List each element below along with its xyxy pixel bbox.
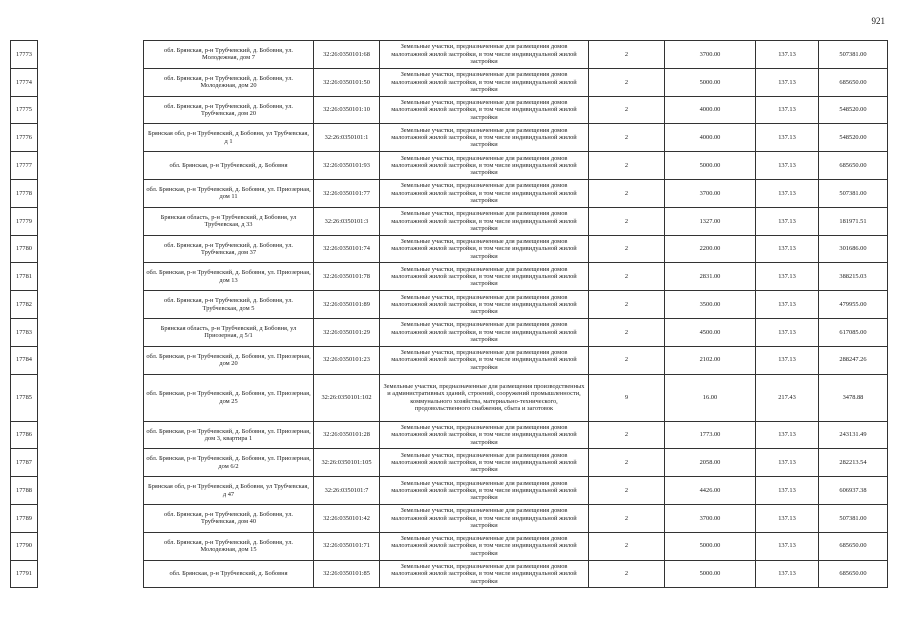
row-id: 17774 — [11, 68, 38, 96]
row-land-use-description: Земельные участки, предназначенные для размещения домов малоэтажной жилой застройки, в том числе индивидуальной жилой застройки — [380, 41, 589, 69]
row-area: 1773.00 — [665, 421, 756, 449]
row-id: 17781 — [11, 263, 38, 291]
row-cadastral-number: 32:26:0350101:93 — [314, 152, 380, 180]
row-cadastral-number: 32:26:0350101:1 — [314, 124, 380, 152]
row-cadastral-number: 32:26:0350101:85 — [314, 560, 380, 588]
row-land-use-description: Земельные участки, предназначенные для размещения домов малоэтажной жилой застройки, в том числе индивидуальной жилой застройки — [380, 124, 589, 152]
empty-cell — [38, 346, 144, 374]
row-id: 17778 — [11, 179, 38, 207]
row-area: 5000.00 — [665, 560, 756, 588]
row-id: 17779 — [11, 207, 38, 235]
row-cadastral-value: 606937.38 — [819, 477, 888, 505]
row-land-use-description: Земельные участки, предназначенные для размещения домов малоэтажной жилой застройки, в том числе индивидуальной жилой застройки — [380, 235, 589, 263]
row-category: 2 — [589, 68, 665, 96]
table-row — [11, 68, 888, 96]
row-rate: 137.13 — [756, 179, 819, 207]
row-land-use-description: Земельные участки, предназначенные для размещения домов малоэтажной жилой застройки, в том числе индивидуальной жилой застройки — [380, 263, 589, 291]
row-cadastral-number: 32:26:0350101:28 — [314, 421, 380, 449]
row-category: 2 — [589, 560, 665, 588]
empty-cell — [38, 560, 144, 588]
table-row — [11, 207, 888, 235]
row-rate: 137.13 — [756, 41, 819, 69]
row-id: 17780 — [11, 235, 38, 263]
empty-cell — [38, 374, 144, 421]
row-cadastral-value: 507381.00 — [819, 41, 888, 69]
row-area: 2102.00 — [665, 346, 756, 374]
row-area: 2831.00 — [665, 263, 756, 291]
empty-cell — [38, 263, 144, 291]
row-rate: 137.13 — [756, 560, 819, 588]
row-address: обл. Брянская, р-н Трубчевский, д. Бобовня, ул. Приозерная, дом 13 — [144, 263, 314, 291]
row-cadastral-number: 32:26:0350101:68 — [314, 41, 380, 69]
row-cadastral-value: 685650.00 — [819, 68, 888, 96]
row-area: 2058.00 — [665, 449, 756, 477]
row-category: 2 — [589, 124, 665, 152]
row-address: Брянская обл, р-н Трубчевский, д Бобовня, ул Трубчевская, д 1 — [144, 124, 314, 152]
row-id: 17787 — [11, 449, 38, 477]
row-cadastral-value: 548520.00 — [819, 96, 888, 124]
row-category: 2 — [589, 477, 665, 505]
row-rate: 137.13 — [756, 207, 819, 235]
table-row — [11, 263, 888, 291]
row-id: 17785 — [11, 374, 38, 421]
row-address: обл. Брянская, р-н Трубчевский, д. Бобовня, ул. Трубчевская, дом 40 — [144, 504, 314, 532]
row-rate: 137.13 — [756, 96, 819, 124]
empty-cell — [38, 207, 144, 235]
row-category: 2 — [589, 235, 665, 263]
row-category: 2 — [589, 291, 665, 319]
row-id: 17791 — [11, 560, 38, 588]
row-area: 3700.00 — [665, 179, 756, 207]
table-row — [11, 532, 888, 560]
row-cadastral-value: 685650.00 — [819, 560, 888, 588]
row-cadastral-value: 685650.00 — [819, 532, 888, 560]
row-area: 5000.00 — [665, 68, 756, 96]
row-area: 5000.00 — [665, 532, 756, 560]
row-id: 17790 — [11, 532, 38, 560]
table-row — [11, 41, 888, 69]
empty-cell — [38, 235, 144, 263]
row-land-use-description: Земельные участки, предназначенные для размещения домов малоэтажной жилой застройки, в том числе индивидуальной жилой застройки — [380, 291, 589, 319]
row-cadastral-number: 32:26:0350101:89 — [314, 291, 380, 319]
empty-cell — [38, 477, 144, 505]
row-category: 2 — [589, 449, 665, 477]
row-cadastral-number: 32:26:0350101:105 — [314, 449, 380, 477]
row-category: 2 — [589, 346, 665, 374]
row-land-use-description: Земельные участки, предназначенные для размещения домов малоэтажной жилой застройки, в том числе индивидуальной жилой застройки — [380, 68, 589, 96]
row-cadastral-number: 32:26:0350101:102 — [314, 374, 380, 421]
row-rate: 137.13 — [756, 504, 819, 532]
row-cadastral-value: 617085.00 — [819, 318, 888, 346]
row-land-use-description: Земельные участки, предназначенные для размещения домов малоэтажной жилой застройки, в том числе индивидуальной жилой застройки — [380, 152, 589, 180]
table-row — [11, 96, 888, 124]
row-address: обл. Брянская, р-н Трубчевский, д. Бобовня, ул. Трубчевская, дом 20 — [144, 96, 314, 124]
row-rate: 137.13 — [756, 318, 819, 346]
row-address: обл. Брянская, р-н Трубчевский, д. Бобовня — [144, 152, 314, 180]
row-cadastral-value: 548520.00 — [819, 124, 888, 152]
row-rate: 137.13 — [756, 68, 819, 96]
row-cadastral-value: 181971.51 — [819, 207, 888, 235]
table-body — [11, 41, 888, 588]
row-id: 17788 — [11, 477, 38, 505]
row-category: 2 — [589, 421, 665, 449]
row-category: 2 — [589, 179, 665, 207]
row-land-use-description: Земельные участки, предназначенные для размещения домов малоэтажной жилой застройки, в том числе индивидуальной жилой застройки — [380, 477, 589, 505]
row-area: 4500.00 — [665, 318, 756, 346]
row-area: 4000.00 — [665, 124, 756, 152]
page-number: 921 — [871, 16, 885, 26]
row-rate: 137.13 — [756, 263, 819, 291]
table-row — [11, 560, 888, 588]
row-land-use-description: Земельные участки, предназначенные для размещения домов малоэтажной жилой застройки, в том числе индивидуальной жилой застройки — [380, 207, 589, 235]
table-row — [11, 477, 888, 505]
row-land-use-description: Земельные участки, предназначенные для размещения домов малоэтажной жилой застройки, в том числе индивидуальной жилой застройки — [380, 346, 589, 374]
row-area: 5000.00 — [665, 152, 756, 180]
row-area: 16.00 — [665, 374, 756, 421]
row-rate: 137.13 — [756, 477, 819, 505]
row-category: 2 — [589, 318, 665, 346]
row-cadastral-value: 507381.00 — [819, 504, 888, 532]
row-id: 17775 — [11, 96, 38, 124]
row-land-use-description: Земельные участки, предназначенные для размещения домов малоэтажной жилой застройки, в том числе индивидуальной жилой застройки — [380, 179, 589, 207]
table-row — [11, 421, 888, 449]
table-row — [11, 449, 888, 477]
table-row — [11, 291, 888, 319]
empty-cell — [38, 179, 144, 207]
empty-cell — [38, 532, 144, 560]
table-row — [11, 346, 888, 374]
row-land-use-description: Земельные участки, предназначенные для размещения домов малоэтажной жилой застройки, в том числе индивидуальной жилой застройки — [380, 449, 589, 477]
row-rate: 137.13 — [756, 421, 819, 449]
row-area: 4426.00 — [665, 477, 756, 505]
table-row — [11, 318, 888, 346]
row-cadastral-value: 282213.54 — [819, 449, 888, 477]
row-rate: 137.13 — [756, 291, 819, 319]
row-cadastral-value: 243131.49 — [819, 421, 888, 449]
row-category: 2 — [589, 263, 665, 291]
row-category: 2 — [589, 207, 665, 235]
row-area: 3700.00 — [665, 504, 756, 532]
row-area: 3500.00 — [665, 291, 756, 319]
row-category: 9 — [589, 374, 665, 421]
row-cadastral-number: 32:26:0350101:42 — [314, 504, 380, 532]
row-id: 17789 — [11, 504, 38, 532]
row-rate: 137.13 — [756, 235, 819, 263]
empty-cell — [38, 96, 144, 124]
empty-cell — [38, 41, 144, 69]
row-cadastral-number: 32:26:0350101:77 — [314, 179, 380, 207]
row-rate: 137.13 — [756, 346, 819, 374]
row-land-use-description: Земельные участки, предназначенные для размещения домов малоэтажной жилой застройки, в том числе индивидуальной жилой застройки — [380, 96, 589, 124]
row-cadastral-number: 32:26:0350101:29 — [314, 318, 380, 346]
table-row — [11, 235, 888, 263]
row-cadastral-value: 507381.00 — [819, 179, 888, 207]
row-rate: 137.13 — [756, 152, 819, 180]
row-id: 17783 — [11, 318, 38, 346]
table-row — [11, 124, 888, 152]
row-id: 17777 — [11, 152, 38, 180]
row-category: 2 — [589, 96, 665, 124]
row-rate: 137.13 — [756, 532, 819, 560]
row-land-use-description: Земельные участки, предназначенные для размещения производственных и административных зданий, строений, сооружений промышленности, коммунального хозяйства, материально-технического, продовольственного снабжения, сбыта и заготовок — [380, 374, 589, 421]
row-land-use-description: Земельные участки, предназначенные для размещения домов малоэтажной жилой застройки, в том числе индивидуальной жилой застройки — [380, 504, 589, 532]
row-land-use-description: Земельные участки, предназначенные для размещения домов малоэтажной жилой застройки, в том числе индивидуальной жилой застройки — [380, 421, 589, 449]
row-address: обл. Брянская, р-н Трубчевский, д. Бобовня, ул. Трубчевская, дом 5 — [144, 291, 314, 319]
row-address: обл. Брянская, р-н Трубчевский, д. Бобовня — [144, 560, 314, 588]
row-category: 2 — [589, 504, 665, 532]
row-cadastral-number: 32:26:0350101:71 — [314, 532, 380, 560]
row-land-use-description: Земельные участки, предназначенные для размещения домов малоэтажной жилой застройки, в том числе индивидуальной жилой застройки — [380, 318, 589, 346]
row-address: обл. Брянская, р-н Трубчевский, д. Бобовня, ул. Приозерная, дом 11 — [144, 179, 314, 207]
row-id: 17773 — [11, 41, 38, 69]
row-cadastral-value: 479955.00 — [819, 291, 888, 319]
row-cadastral-value: 301686.00 — [819, 235, 888, 263]
row-address: обл. Брянская, р-н Трубчевский, д. Бобовня, ул. Молодежная, дом 15 — [144, 532, 314, 560]
row-cadastral-number: 32:26:0350101:3 — [314, 207, 380, 235]
row-land-use-description: Земельные участки, предназначенные для размещения домов малоэтажной жилой застройки, в том числе индивидуальной жилой застройки — [380, 532, 589, 560]
row-rate: 217.43 — [756, 374, 819, 421]
row-category: 2 — [589, 152, 665, 180]
row-cadastral-number: 32:26:0350101:74 — [314, 235, 380, 263]
table-row — [11, 152, 888, 180]
empty-cell — [38, 318, 144, 346]
row-address: обл. Брянская, р-н Трубчевский, д. Бобовня, ул. Приозерная, дом 25 — [144, 374, 314, 421]
row-cadastral-value: 288247.26 — [819, 346, 888, 374]
row-address: обл. Брянская, р-н Трубчевский, д. Бобовня, ул. Приозерная, дом 3, квартира 1 — [144, 421, 314, 449]
empty-cell — [38, 68, 144, 96]
row-address: обл. Брянская, р-н Трубчевский, д. Бобовня, ул. Трубчевская, дом 37 — [144, 235, 314, 263]
row-land-use-description: Земельные участки, предназначенные для размещения домов малоэтажной жилой застройки, в том числе индивидуальной жилой застройки — [380, 560, 589, 588]
empty-cell — [38, 291, 144, 319]
row-cadastral-number: 32:26:0350101:7 — [314, 477, 380, 505]
row-area: 2200.00 — [665, 235, 756, 263]
row-area: 3700.00 — [665, 41, 756, 69]
row-category: 2 — [589, 532, 665, 560]
row-cadastral-value: 3478.88 — [819, 374, 888, 421]
cadastral-value-table — [10, 40, 888, 588]
row-id: 17786 — [11, 421, 38, 449]
row-cadastral-number: 32:26:0350101:50 — [314, 68, 380, 96]
row-address: Брянская обл, р-н Трубчевский, д Бобовня, ул Трубчевская, д 47 — [144, 477, 314, 505]
row-cadastral-value: 685650.00 — [819, 152, 888, 180]
empty-cell — [38, 504, 144, 532]
row-address: Брянская область, р-н Трубчевский, д Бобовня, ул Приозерная, д 5/1 — [144, 318, 314, 346]
row-rate: 137.13 — [756, 449, 819, 477]
row-id: 17784 — [11, 346, 38, 374]
empty-cell — [38, 124, 144, 152]
row-address: Брянская область, р-н Трубчевский, д Бобовня, ул Трубчевская, д 33 — [144, 207, 314, 235]
row-rate: 137.13 — [756, 124, 819, 152]
row-cadastral-number: 32:26:0350101:23 — [314, 346, 380, 374]
empty-cell — [38, 421, 144, 449]
row-cadastral-number: 32:26:0350101:10 — [314, 96, 380, 124]
table-row — [11, 179, 888, 207]
row-category: 2 — [589, 41, 665, 69]
row-address: обл. Брянская, р-н Трубчевский, д. Бобовня, ул. Молодежная, дом 20 — [144, 68, 314, 96]
row-id: 17776 — [11, 124, 38, 152]
row-area: 1327.00 — [665, 207, 756, 235]
row-address: обл. Брянская, р-н Трубчевский, д. Бобовня, ул. Приозерная, дом 6/2 — [144, 449, 314, 477]
table-row — [11, 374, 888, 421]
row-address: обл. Брянская, р-н Трубчевский, д. Бобовня, ул. Молодежная, дом 7 — [144, 41, 314, 69]
row-address: обл. Брянская, р-н Трубчевский, д. Бобовня, ул. Приозерная, дом 20 — [144, 346, 314, 374]
row-area: 4000.00 — [665, 96, 756, 124]
row-cadastral-number: 32:26:0350101:78 — [314, 263, 380, 291]
row-id: 17782 — [11, 291, 38, 319]
empty-cell — [38, 152, 144, 180]
table-row — [11, 504, 888, 532]
row-cadastral-value: 388215.03 — [819, 263, 888, 291]
empty-cell — [38, 449, 144, 477]
